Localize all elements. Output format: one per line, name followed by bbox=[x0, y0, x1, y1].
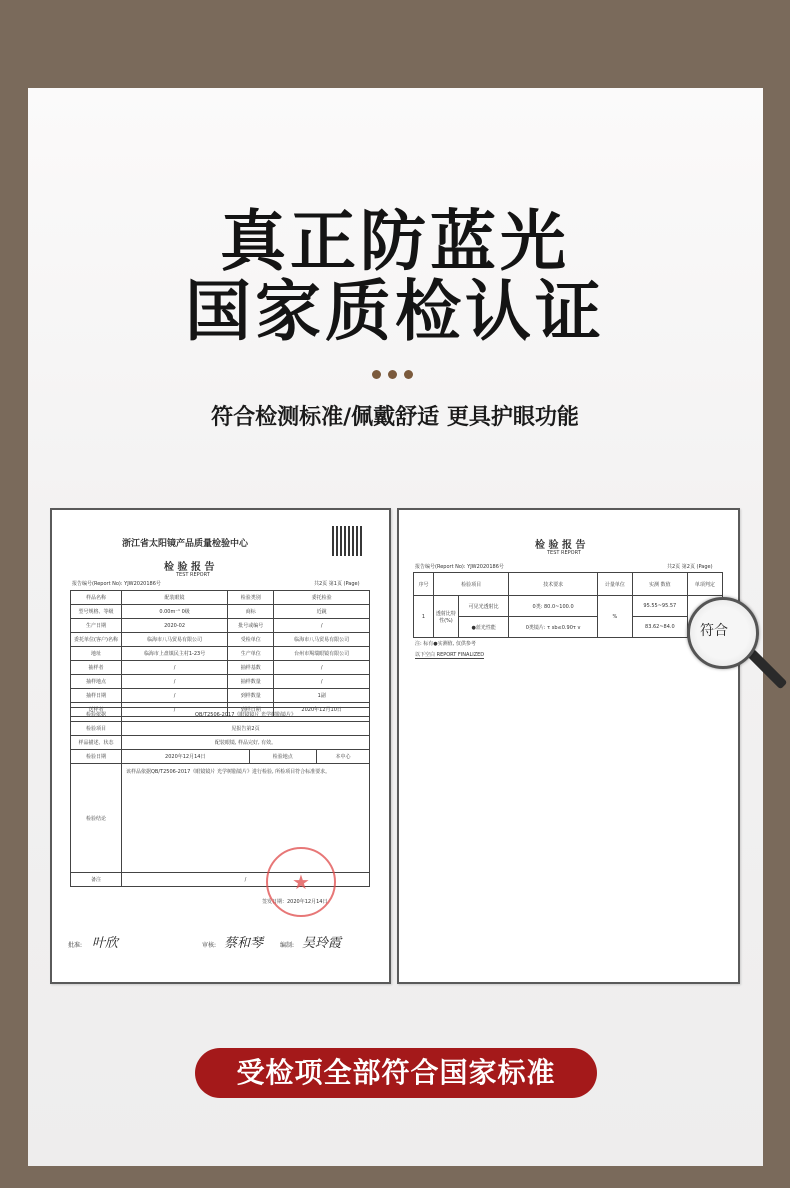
cell: 委托检验 bbox=[274, 591, 370, 605]
issue-date: 签发日期：2020年12月14日 bbox=[262, 899, 328, 905]
cell: 临海市八马贸易有限公司 bbox=[122, 633, 228, 647]
cell: / bbox=[122, 675, 228, 689]
cell: 商标 bbox=[228, 605, 274, 619]
cell: 委托单位(客户)名称 bbox=[71, 633, 122, 647]
cell: 抽样日期 bbox=[71, 689, 122, 703]
cell: 本中心 bbox=[317, 750, 370, 764]
table-row bbox=[71, 605, 370, 619]
cell: 受检单位 bbox=[228, 633, 274, 647]
cell: 配装眼镜, 样品完好, 有效。 bbox=[122, 736, 370, 750]
header-cell: 单项判定 bbox=[687, 573, 722, 596]
header-cell: 检验项目 bbox=[433, 573, 509, 596]
cell: / bbox=[274, 661, 370, 675]
report-title-en: TEST REPORT bbox=[176, 572, 210, 578]
cell: 检验地点 bbox=[249, 750, 317, 764]
unit-cell: % bbox=[597, 596, 632, 638]
item-name: 透射比特性(%) bbox=[433, 596, 458, 638]
cell: 2020年12月10日 bbox=[274, 703, 370, 717]
table-row bbox=[71, 647, 370, 661]
cell: 抽样数量 bbox=[228, 675, 274, 689]
table-row bbox=[71, 661, 370, 675]
cell: 抽样者 bbox=[71, 661, 122, 675]
cell: 生产单位 bbox=[228, 647, 274, 661]
cell: 检验依据 bbox=[71, 708, 122, 722]
cell: 生产日期 bbox=[71, 619, 122, 633]
cell: 0类: 80.0~100.0 bbox=[509, 596, 597, 617]
note: 注: 标有●实测值, 仅供参考 bbox=[415, 641, 476, 647]
item-number: 1 bbox=[414, 596, 434, 638]
cell: 2020-02 bbox=[122, 619, 228, 633]
header-cell: 实测 数值 bbox=[632, 573, 687, 596]
header-cell: 序号 bbox=[414, 573, 434, 596]
report-title-en: TEST REPORT bbox=[547, 550, 581, 556]
table-row bbox=[71, 591, 370, 605]
remark-label: 备注 bbox=[71, 873, 122, 887]
cell: 到样数量 bbox=[228, 689, 274, 703]
table-row bbox=[71, 619, 370, 633]
table-row bbox=[71, 633, 370, 647]
cell: 型号规格、等级 bbox=[71, 605, 122, 619]
cell: / bbox=[122, 661, 228, 675]
magnifier-text: 符合 bbox=[700, 623, 728, 639]
cell: 检验类别 bbox=[228, 591, 274, 605]
conclusion-text: 该样品依据QB/T2506-2017《眼镜镜片 光学树脂镜片》进行检验, 所检项目符合标准要求。 bbox=[122, 764, 370, 873]
cell: 样品名称 bbox=[71, 591, 122, 605]
cell: 批号或编号 bbox=[228, 619, 274, 633]
cell: 地址 bbox=[71, 647, 122, 661]
report-number: 报告编号(Report No): YJW2020186号 bbox=[415, 564, 504, 570]
cell: 台州市羯瑞眼镜有限公司 bbox=[274, 647, 370, 661]
cell: 95.55~95.57 bbox=[632, 596, 687, 617]
cell: 0.00m⁻¹ 0级 bbox=[122, 605, 228, 619]
compiler-signature: 吴玲霞 bbox=[302, 936, 342, 951]
cell: 1副 bbox=[274, 689, 370, 703]
page-number: 共2页 第1页 (Page) bbox=[314, 581, 360, 587]
cell: 临海市八马贸易有限公司 bbox=[274, 633, 370, 647]
cell: 抽样地点 bbox=[71, 675, 122, 689]
cell: QB/T2506-2017《眼镜镜片 光学树脂镜片》 bbox=[122, 708, 370, 722]
report-number: 报告编号(Report No): YJW2020186号 bbox=[72, 581, 161, 587]
org-name: 浙江省太阳镜产品质量检验中心 bbox=[122, 539, 249, 549]
cell: 见报告第2页 bbox=[122, 722, 370, 736]
sample-info-table bbox=[70, 590, 370, 717]
qr-code-icon bbox=[332, 526, 362, 556]
approved-label: 批准: bbox=[68, 942, 83, 949]
cell: ●蓝光性能 bbox=[458, 617, 509, 638]
test-report-page-2 bbox=[397, 508, 740, 984]
cell: 2020年12月14日 bbox=[122, 750, 250, 764]
table-row bbox=[71, 689, 370, 703]
conclusion-label: 检验结论 bbox=[71, 764, 122, 873]
cell: 临海市上盘镇民主村1-23号 bbox=[122, 647, 228, 661]
headline-line1: 真正防蓝光 bbox=[220, 202, 570, 280]
page-number: 共2页 第2页 (Page) bbox=[667, 564, 713, 570]
test-report-page-1 bbox=[50, 508, 391, 984]
cell: 近銳 bbox=[274, 605, 370, 619]
cell: 到样日期 bbox=[228, 703, 274, 717]
cell: 83.62~84.0 bbox=[632, 617, 687, 638]
approved-signature: 叶欣 bbox=[92, 936, 119, 951]
headline-line2: 国家质检认证 bbox=[185, 272, 605, 350]
compliance-banner: 受检项全部符合国家标准 bbox=[195, 1048, 597, 1098]
verified-signature: 蔡和琴 bbox=[224, 936, 264, 951]
report-end: 以下空白 REPORT FINALIZED bbox=[415, 652, 485, 658]
cell: / bbox=[122, 703, 228, 717]
cell: 0类镜片: τ sb≤0.90τ v bbox=[509, 617, 597, 638]
results-table bbox=[413, 572, 723, 638]
verified-label: 审核: bbox=[202, 942, 217, 949]
table-row bbox=[71, 675, 370, 689]
cell: / bbox=[274, 675, 370, 689]
cell: / bbox=[274, 619, 370, 633]
header-cell: 技术要求 bbox=[509, 573, 597, 596]
report-title: 检 验 报 告 bbox=[535, 540, 586, 551]
decorative-dots bbox=[372, 370, 413, 379]
cell: 样品描述、状态 bbox=[71, 736, 122, 750]
cell: 检验日期 bbox=[71, 750, 122, 764]
report-title: 检 验 报 告 bbox=[164, 562, 215, 573]
cell: / bbox=[122, 689, 228, 703]
subtitle: 符合检测标准/佩戴舒适 更具护眼功能 bbox=[211, 405, 579, 430]
cell: 配装眼镜 bbox=[122, 591, 228, 605]
compiler-label: 编制: bbox=[280, 942, 295, 949]
cell: 检验项目 bbox=[71, 722, 122, 736]
cell: 送样者 bbox=[71, 703, 122, 717]
cell: / bbox=[122, 873, 370, 887]
cell: 抽样基数 bbox=[228, 661, 274, 675]
header-cell: 计量单位 bbox=[597, 573, 632, 596]
official-seal-stamp: ★ bbox=[266, 847, 336, 917]
cell: 可见光透射比 bbox=[458, 596, 509, 617]
